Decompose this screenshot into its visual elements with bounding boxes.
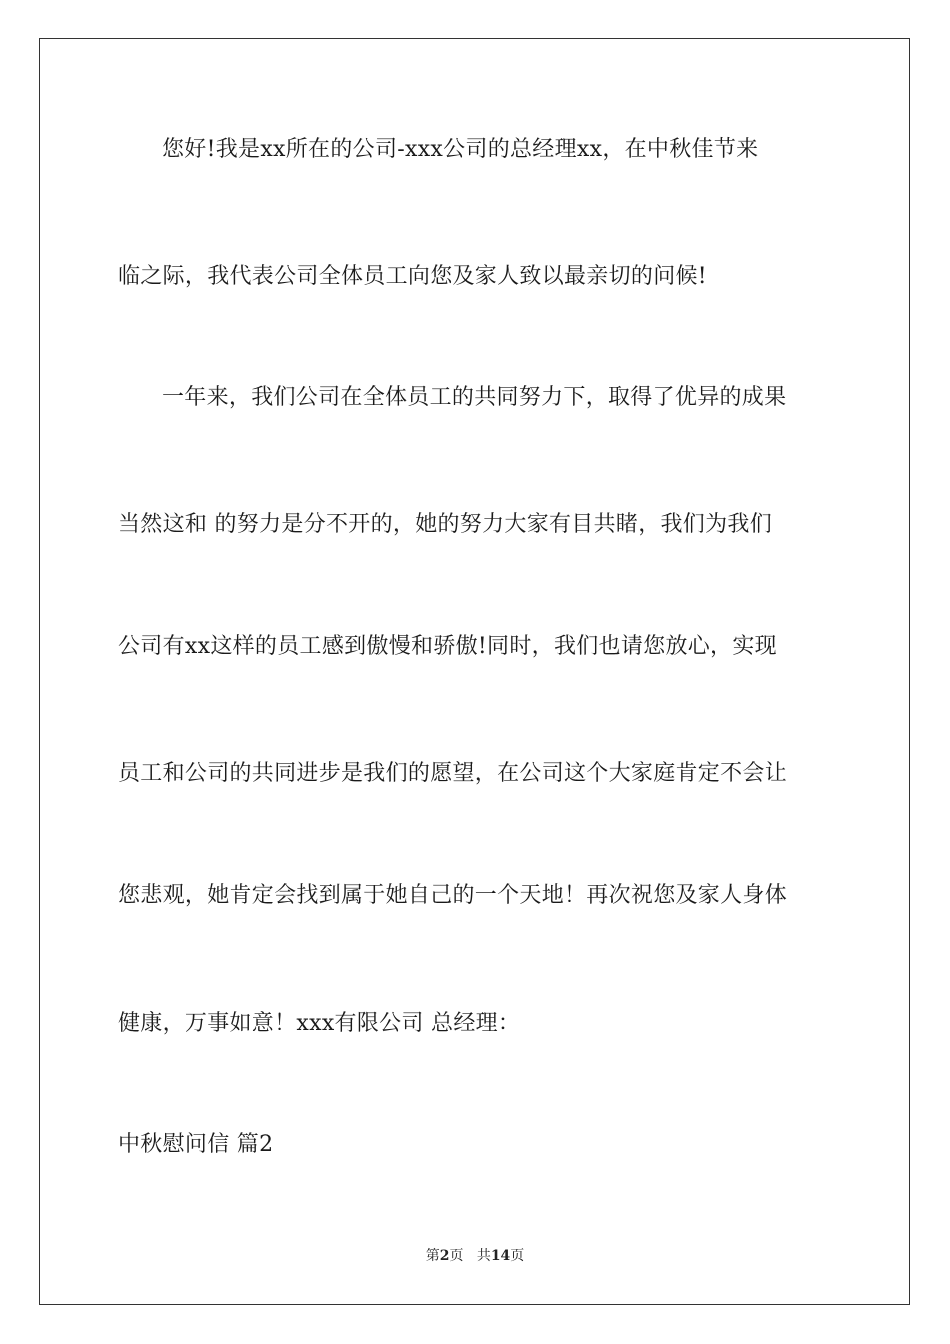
paragraph-1-line-1: 您好!我是xx所在的公司-xxx公司的总经理xx，在中秋佳节来 — [162, 137, 759, 162]
total-label-prefix: 共 — [476, 1248, 491, 1264]
page-label-prefix: 第 — [425, 1248, 440, 1264]
total-page-count: 14 — [490, 1248, 511, 1264]
paragraph-1-line-2: 临之际，我代表公司全体员工向您及家人致以最亲切的问候! — [118, 264, 707, 289]
paragraph-2-line-3: 公司有xx这样的员工感到傲慢和骄傲!同时，我们也请您放心，实现 — [118, 634, 777, 659]
paragraph-2-line-5: 您悲观，她肯定会找到属于她自己的一个天地！再次祝您及家人身体 — [118, 883, 788, 908]
paragraph-2-line-2: 当然这和 的努力是分不开的，她的努力大家有目共睹，我们为我们 — [118, 512, 772, 537]
paragraph-2-line-1: 一年来，我们公司在全体员工的共同努力下，取得了优异的成果 — [162, 385, 787, 410]
page-border — [39, 38, 910, 1305]
paragraph-2-line-4: 员工和公司的共同进步是我们的愿望，在公司这个大家庭肯定不会让 — [118, 761, 788, 786]
page-label-suffix: 页 — [449, 1248, 464, 1264]
paragraph-2-line-6: 健康，万事如意！xxx有限公司 总经理： — [118, 1011, 521, 1036]
page-footer — [0, 1247, 950, 1265]
section-heading: 中秋慰问信 篇2 — [118, 1132, 274, 1157]
current-page-number: 2 — [439, 1248, 450, 1264]
total-label-suffix: 页 — [510, 1248, 525, 1264]
